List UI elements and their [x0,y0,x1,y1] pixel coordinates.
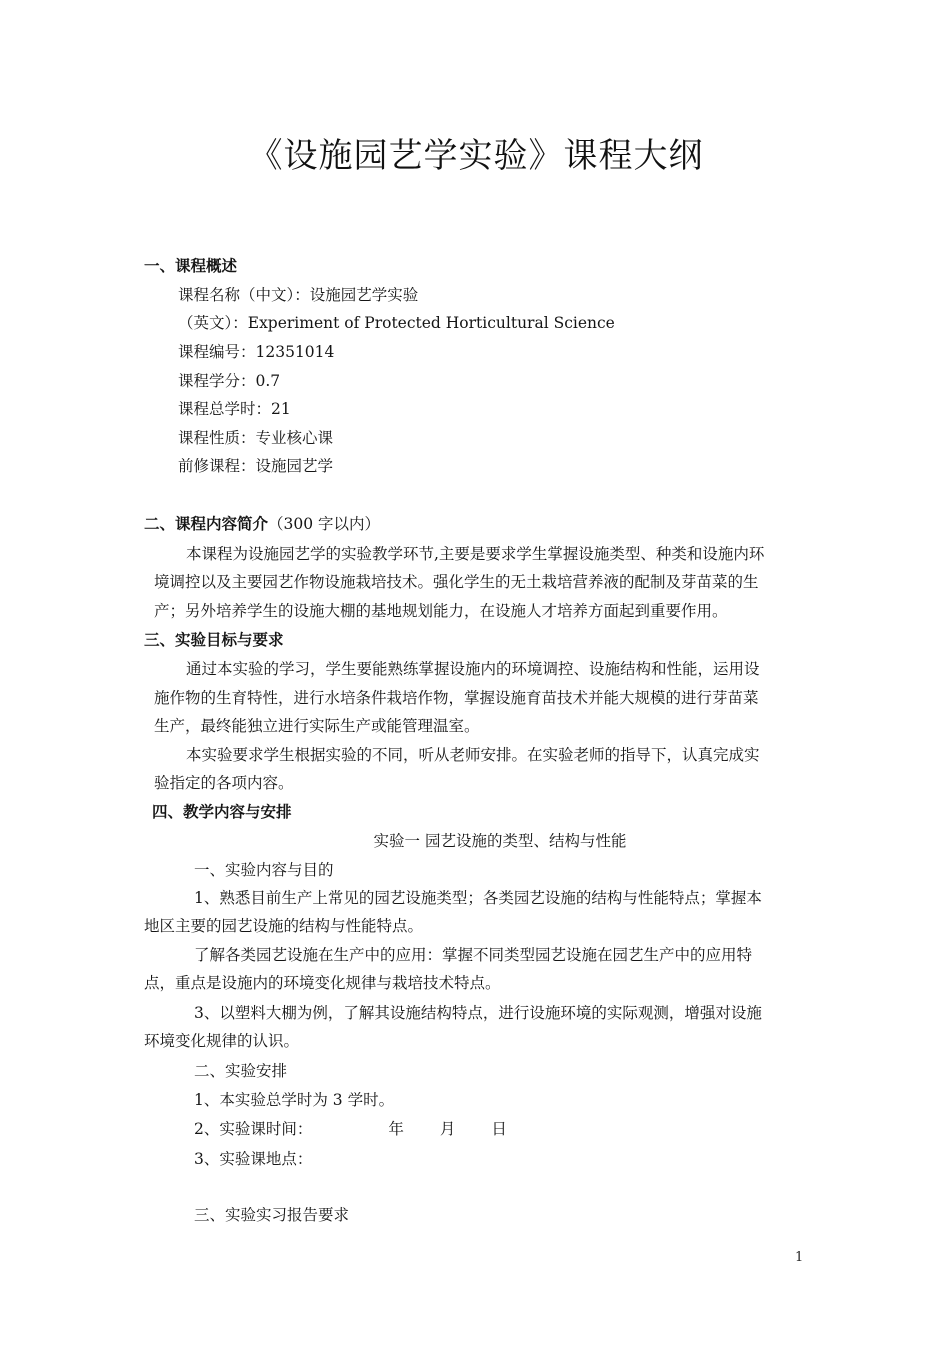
section-2-para-line-2: 境调控以及主要园艺作物设施栽培技术。强化学生的无土栽培营养液的配制及芽苗菜的生 [154,573,759,591]
experiment-title: 实验一 园艺设施的类型、结构与性能 [373,832,627,850]
item-2-line-1: 了解各类园艺设施在生产中的应用：掌握不同类型园艺设施在园艺生产中的应用特 [194,946,753,964]
course-credit: 课程学分：0.7 [178,372,281,390]
course-nature: 课程性质：专业核心课 [178,429,334,447]
subheading-content-purpose: 一、实验内容与目的 [194,861,334,879]
arrangement-location: 3、实验课地点： [194,1150,313,1168]
section-3-para-line-4: 本实验要求学生根据实验的不同，听从老师安排。在实验老师的指导下，认真完成实 [186,746,760,764]
section-2-para-line-3: 产；另外培养学生的设施大棚的基地规划能力，在设施人才培养方面起到重要作用。 [154,602,728,620]
item-1-line-1: 1、熟悉目前生产上常见的园艺设施类型；各类园艺设施的结构与性能特点；掌握本 [194,889,762,907]
day-label: 日 [491,1120,507,1138]
section-2-title: 二、课程内容简介 [144,514,269,533]
section-3-para-line-3: 生产，最终能独立进行实际生产或能管理温室。 [154,717,480,735]
item-1-line-2: 地区主要的园艺设施的结构与性能特点。 [144,917,424,935]
subheading-arrangement: 二、实验安排 [194,1062,288,1080]
arrangement-hours: 1、本实验总学时为 3 学时。 [194,1091,395,1109]
section-4-heading: 四、教学内容与安排 [152,802,292,821]
section-3-para-line-2: 施作物的生育特性，进行水培条件栽培作物，掌握设施育苗技术并能大规模的进行芽苗菜 [154,689,759,707]
course-name-cn: 课程名称（中文）：设施园艺学实验 [178,286,419,304]
course-hours: 课程总学时：21 [178,400,291,418]
section-3-para-line-1: 通过本实验的学习，学生要能熟练掌握设施内的环境调控、设施结构和性能，运用设 [186,660,760,678]
section-3-heading: 三、实验目标与要求 [144,630,284,649]
item-3-line-1: 3、以塑料大棚为例，了解其设施结构特点，进行设施环境的实际观测，增强对设施 [194,1004,762,1022]
course-prereq: 前修课程：设施园艺学 [178,457,334,475]
month-label: 月 [439,1120,456,1138]
course-code: 课程编号：12351014 [178,343,335,361]
arrangement-time-label: 2、实验课时间： [194,1120,313,1138]
arrangement-time [194,1119,507,1139]
section-2-heading [144,514,380,534]
section-1-heading: 一、课程概述 [144,256,238,275]
year-label: 年 [388,1120,404,1138]
course-name-en: （英文）：Experiment of Protected Horticultural Science [178,314,615,332]
item-2-line-2: 点，重点是设施内的环境变化规律与栽培技术特点。 [144,974,501,992]
section-2-note: （300 字以内） [268,515,381,533]
section-3-para-line-5: 验指定的各项内容。 [154,774,294,792]
page-number: 1 [795,1250,804,1265]
section-2-para-line-1: 本课程为设施园艺学的实验教学环节,主要是要求学生掌握设施类型、种类和设施内环 [186,545,765,563]
document-title: 《设施园艺学实验》课程大纲 [248,136,704,176]
subheading-report-requirements: 三、实验实习报告要求 [194,1206,350,1224]
item-3-line-2: 环境变化规律的认识。 [144,1032,300,1050]
